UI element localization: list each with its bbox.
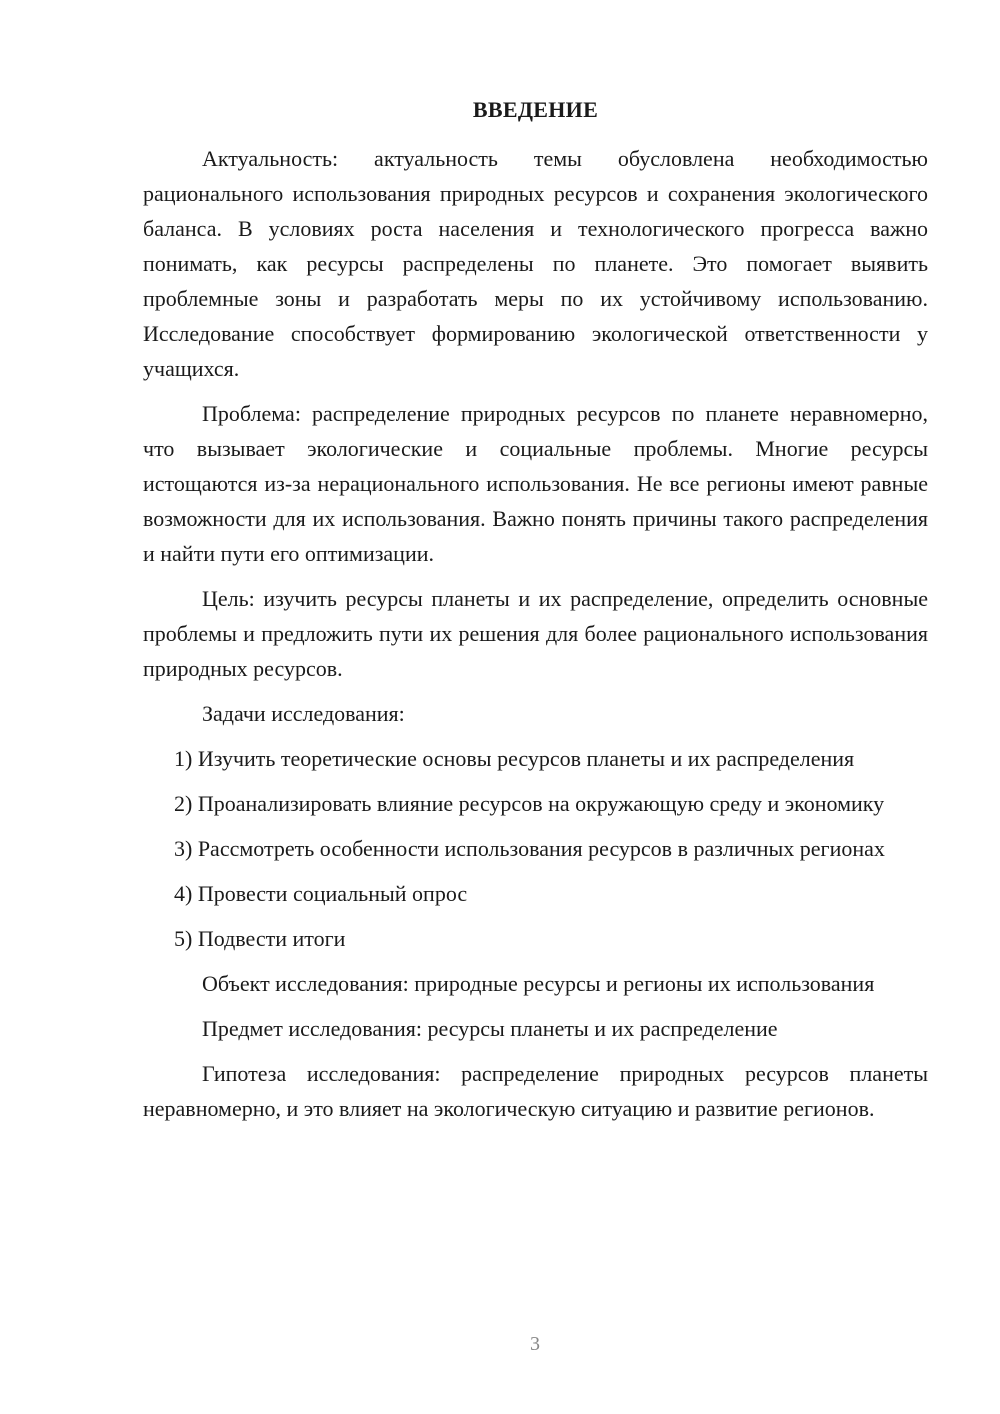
hypothesis-paragraph: Гипотеза исследования: распределение природных ресурсов планеты неравномерно, и это влияет на экологическую ситуацию и развитие регионов. (143, 1061, 928, 1121)
object-paragraph: Объект исследования: природные ресурсы и регионы их использования (202, 971, 875, 996)
problem-paragraph: Проблема: распределение природных ресурсов по планете неравномерно, что вызывает экологические и социальные проблемы. Многие ресурсы истощаются из-за нерационального использования. Не все регионы имеют равные возможности для их использования. Важно понять причины такого распределения и найти пути его оптимизации. (143, 401, 928, 566)
page-number: 3 (530, 1333, 540, 1355)
goal-paragraph: Цель: изучить ресурсы планеты и их распределение, определить основные проблемы и предложить пути их решения для более рационального использования природных ресурсов. (143, 586, 928, 681)
task-item: 1) Изучить теоретические основы ресурсов планеты и их распределения (174, 746, 855, 771)
document-page (143, 95, 928, 1136)
tasks-heading: Задачи исследования: (202, 701, 405, 726)
task-item: 2) Проанализировать влияние ресурсов на окружающую среду и экономику (174, 791, 885, 816)
task-item: 4) Провести социальный опрос (174, 881, 468, 906)
subject-paragraph: Предмет исследования: ресурсы планеты и их распределение (202, 1016, 778, 1041)
page-title: ВВЕДЕНИЕ (472, 97, 599, 122)
task-item: 5) Подвести итоги (174, 926, 346, 951)
relevance-paragraph: Актуальность: актуальность темы обусловлена необходимостью рационального использования природных ресурсов и сохранения экологического баланса. В условиях роста населения и технологического прогресса важно понимать, как ресурсы распределены по планете. Это помогает выявить проблемные зоны и разработать меры по их устойчивому использованию. Исследование способствует формированию экологической ответственности у учащихся. (143, 146, 928, 381)
task-item: 3) Рассмотреть особенности использования ресурсов в различных регионах (174, 836, 885, 861)
